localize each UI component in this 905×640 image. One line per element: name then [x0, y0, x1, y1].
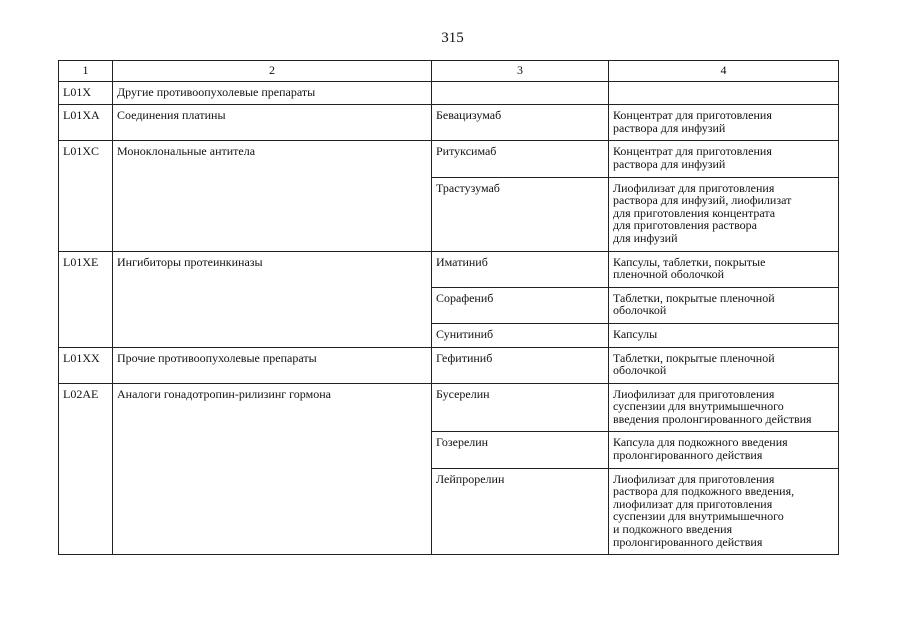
dosage-form [609, 323, 839, 347]
drug-table [58, 60, 839, 555]
table-row [59, 347, 839, 383]
atc-code: L01X [59, 81, 113, 105]
dosage-form-text: Лиофилизат для приготовления раствора для инфузий, лиофилизат для приготовления концентрата для приготовления раствора для инфузий [613, 180, 792, 245]
drug-name: Бевацизумаб [432, 105, 609, 141]
table-header-row [59, 61, 839, 82]
atc-code: L01XA [59, 105, 113, 141]
header-col-2: 2 [113, 61, 432, 82]
dosage-form [609, 432, 839, 468]
dosage-form [609, 251, 839, 287]
page-number: 315 [441, 30, 464, 46]
dosage-form [609, 347, 839, 383]
drug-name: Трастузумаб [432, 177, 609, 251]
dosage-form-text: Концентрат для приготовления раствора для инфузий [613, 108, 772, 135]
dosage-form [609, 287, 839, 323]
dosage-form-text: Концентрат для приготовления раствора для инфузий [613, 144, 772, 171]
drug-name: Ритуксимаб [432, 141, 609, 177]
dosage-form [609, 141, 839, 177]
table-row [59, 105, 839, 141]
drug-name: Гозерелин [432, 432, 609, 468]
dosage-form [609, 105, 839, 141]
atc-group-name: Другие противоопухолевые препараты [113, 81, 432, 105]
header-col-4: 4 [609, 61, 839, 82]
drug-name [432, 81, 609, 105]
table-row [59, 141, 839, 177]
dosage-form-text: Капсулы [613, 326, 658, 341]
drug-name: Сунитиниб [432, 323, 609, 347]
drug-name: Бусерелин [432, 383, 609, 432]
dosage-form [609, 468, 839, 555]
atc-group-name: Соединения платины [113, 105, 432, 141]
table-row [59, 251, 839, 287]
atc-code: L01XX [59, 347, 113, 383]
table-row [59, 383, 839, 432]
drug-name: Лейпрорелин [432, 468, 609, 555]
dosage-form-text: Лиофилизат для приготовления раствора для подкожного введения, лиофилизат для приготовления суспензии для внутримышечного и подкожного введения пролонгированного действия [613, 471, 795, 549]
atc-code: L02AE [59, 383, 113, 555]
drug-name: Иматиниб [432, 251, 609, 287]
dosage-form [609, 177, 839, 251]
atc-group-name: Моноклональные антитела [113, 141, 432, 251]
atc-group-name: Аналоги гонадотропин-рилизинг гормона [113, 383, 432, 555]
drug-name: Гефитиниб [432, 347, 609, 383]
header-col-1: 1 [59, 61, 113, 82]
drug-name: Сорафениб [432, 287, 609, 323]
dosage-form-text: Капсулы, таблетки, покрытые пленочной оболочкой [613, 254, 766, 282]
dosage-form-text: Таблетки, покрытые пленочной оболочкой [613, 290, 775, 318]
dosage-form-text: Капсула для подкожного введения пролонгированного действия [613, 435, 788, 463]
dosage-form-text: Таблетки, покрытые пленочной оболочкой [613, 350, 775, 378]
dosage-form [609, 81, 839, 105]
atc-code: L01XE [59, 251, 113, 347]
atc-group-name: Ингибиторы протеинкиназы [113, 251, 432, 347]
atc-code: L01XC [59, 141, 113, 251]
table-row [59, 81, 839, 105]
dosage-form [609, 383, 839, 432]
atc-group-name: Прочие противоопухолевые препараты [113, 347, 432, 383]
header-col-3: 3 [432, 61, 609, 82]
dosage-form-text: Лиофилизат для приготовления суспензии для внутримышечного введения пролонгированного действия [613, 386, 812, 426]
